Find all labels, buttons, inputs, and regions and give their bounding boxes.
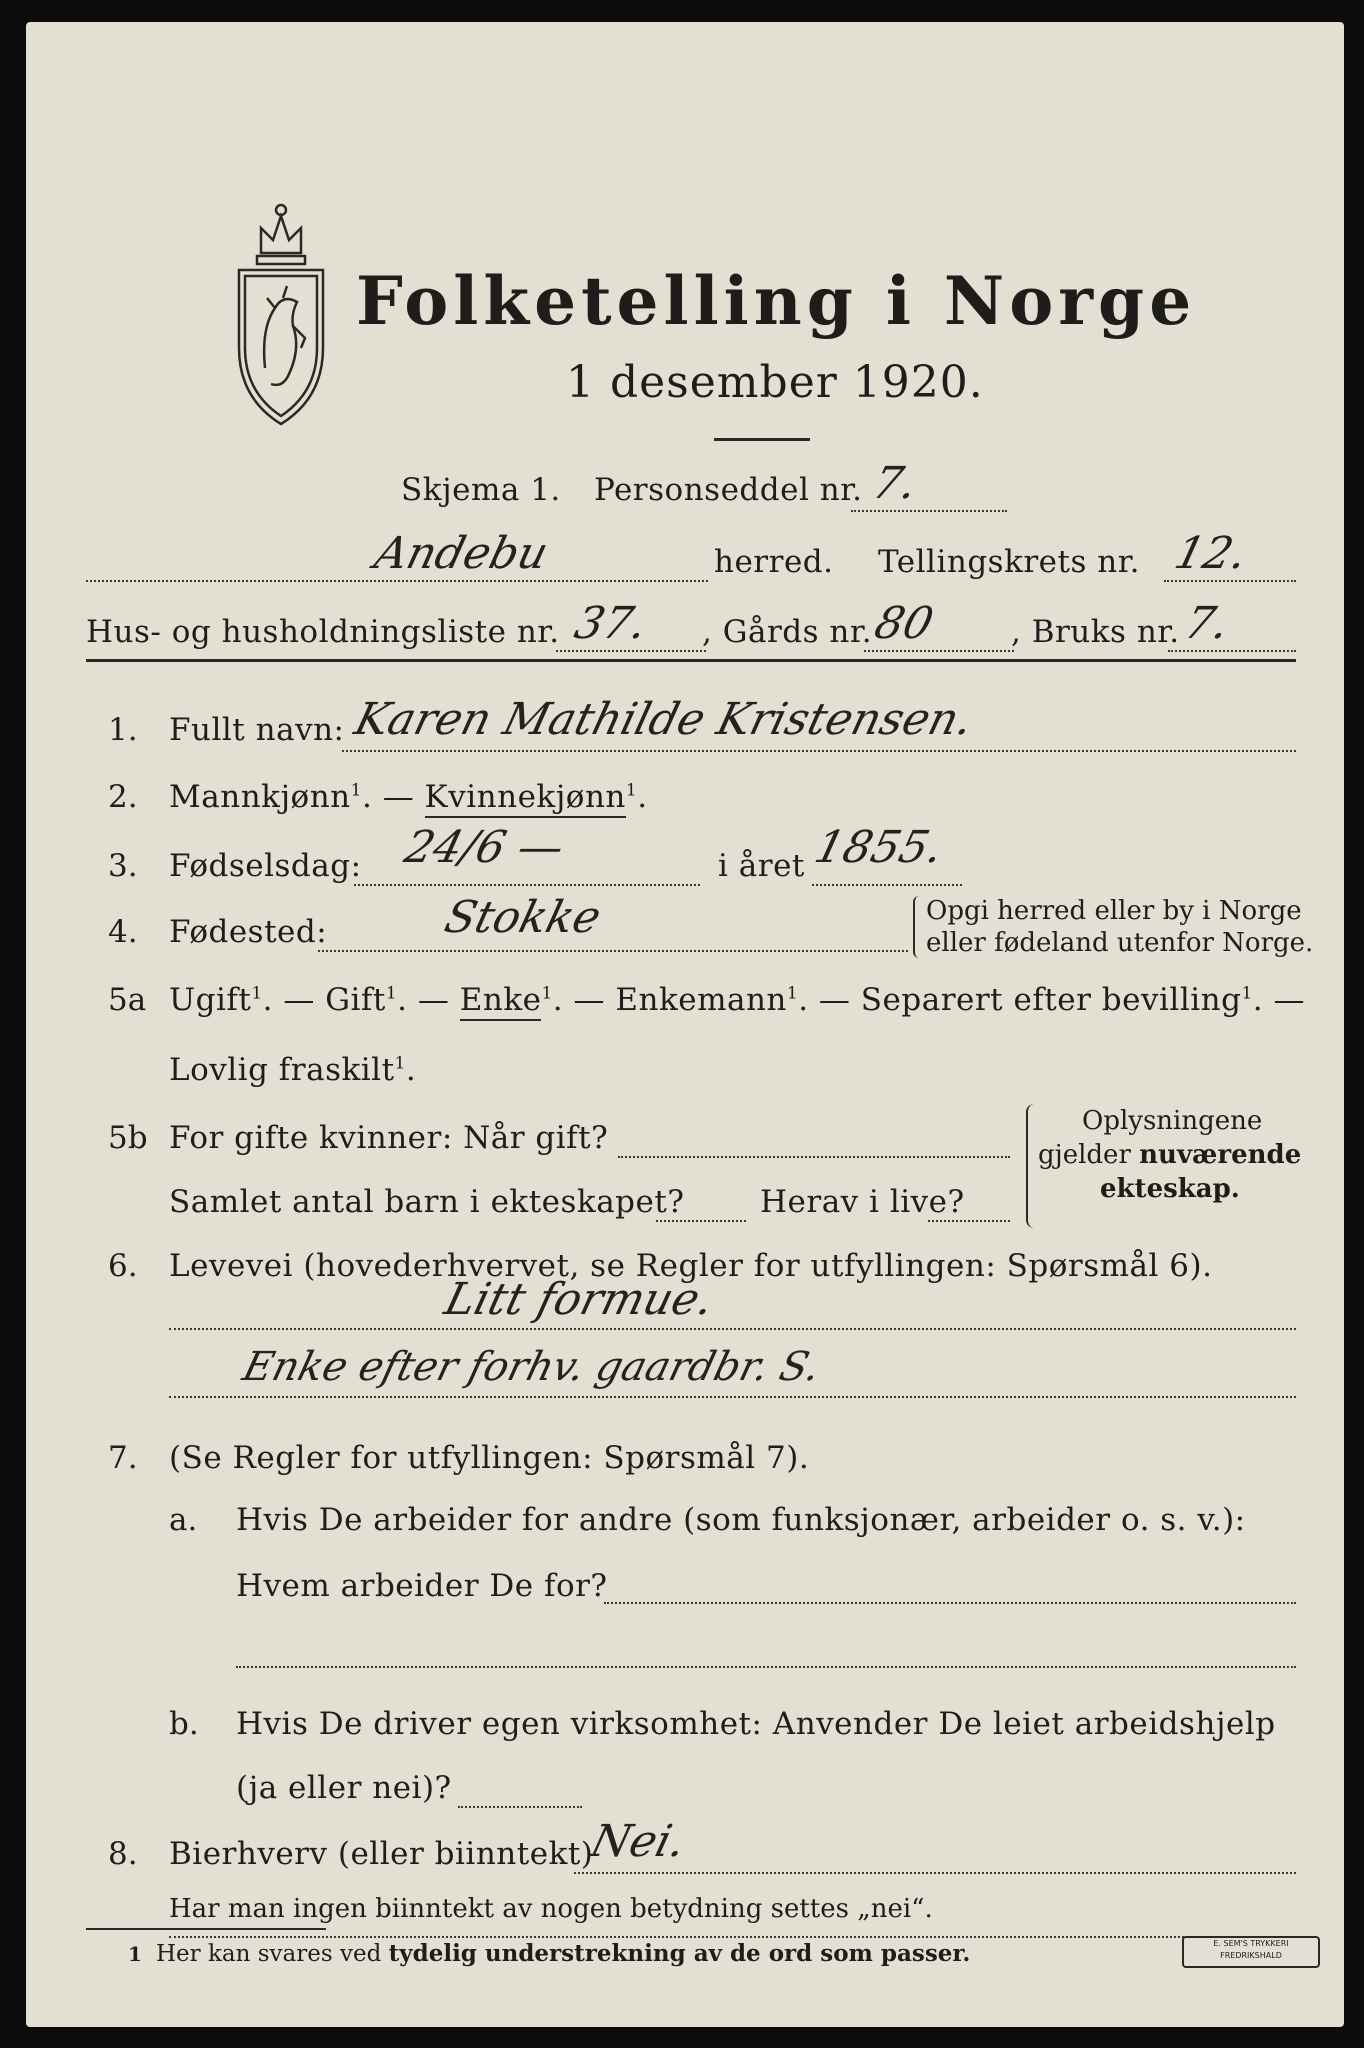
footnote-rule [86, 1928, 326, 1930]
q5b-children-line [656, 1220, 746, 1222]
herred-label: herred. [714, 544, 834, 580]
q5b-label-children: Samlet antal barn i ekteskapet? [169, 1184, 685, 1220]
q1-line [342, 750, 1296, 752]
tellingskrets-label: Tellingskrets nr. [878, 544, 1140, 580]
q5b-alive-line [928, 1220, 1010, 1222]
q6-label: Levevei (hovederhvervet, se Regler for utfyllingen: Spørsmål 6). [169, 1248, 1213, 1284]
form-date: 1 desember 1920. [566, 357, 984, 408]
gards-line [864, 650, 1014, 652]
q5b-note-line3: ekteskap. [1100, 1174, 1240, 1204]
husliste-label: Hus- og husholdningsliste nr. [86, 614, 560, 650]
q3-value[interactable]: 24/6 — [399, 822, 570, 873]
footnote-text: Her kan svares ved tydelig understrekning av de ord som passer. [156, 1940, 971, 1967]
tellingskrets-value[interactable]: 12. [1169, 528, 1253, 579]
footnote-marker: 1 [128, 1942, 142, 1966]
q5a-number: 5a [108, 982, 147, 1018]
q4-number: 4. [108, 914, 138, 950]
husliste-value[interactable]: 37. [569, 598, 653, 649]
q5b-number: 5b [108, 1120, 148, 1156]
bruks-line [1168, 650, 1296, 652]
q1-number: 1. [108, 712, 138, 748]
coat-of-arms-icon [231, 198, 331, 428]
bruks-value[interactable]: 7. [1179, 598, 1235, 649]
q3-year-value[interactable]: 1855. [809, 822, 949, 873]
q7b-line [458, 1806, 582, 1808]
q6-line1 [169, 1328, 1296, 1330]
q6-number: 6. [108, 1248, 138, 1284]
header-separator [86, 659, 1296, 662]
q3-year-line [812, 884, 962, 886]
q6-value1[interactable]: Litt formue. [439, 1274, 719, 1325]
option-separert[interactable]: Separert efter bevilling [860, 982, 1242, 1018]
q5b-brace [1026, 1104, 1038, 1228]
q5b-label-married: For gifte kvinner: Når gift? [169, 1120, 609, 1156]
q8-line2 [169, 1936, 1296, 1938]
q4-note-line1: Opgi herred eller by i Norge [926, 896, 1302, 926]
q3-year-label: i året [718, 848, 805, 884]
q7a-line2 [236, 1666, 1296, 1668]
option-enke-underlined[interactable]: Enke [460, 982, 542, 1021]
q6-value2[interactable]: Enke efter forhv. gaardbr. S. [238, 1344, 825, 1390]
q5b-note-line1: Oplysningene [1082, 1106, 1263, 1136]
option-gift[interactable]: Gift [325, 982, 386, 1018]
q7b-letter: b. [169, 1706, 199, 1742]
q8-number: 8. [108, 1836, 138, 1872]
option-mannkjonn[interactable]: Mannkjønn [169, 779, 351, 815]
q8-label: Bierhverv (eller biinntekt) [169, 1836, 594, 1872]
q4-note-line2: eller fødeland utenfor Norge. [926, 928, 1314, 958]
q7b-label: Hvis De driver egen virksomhet: Anvender De leiet arbeidshjelp [236, 1706, 1276, 1742]
tellingskrets-line [1164, 580, 1296, 582]
q7b-label2: (ja eller nei)? [236, 1770, 452, 1806]
gards-value[interactable]: 80 [869, 598, 939, 649]
q2-number: 2. [108, 779, 138, 815]
form-title: Folketelling i Norge [356, 262, 1197, 340]
q7-number: 7. [108, 1440, 138, 1476]
q2-options: Mannkjønn$^1$. — Kvinnekjønn$^1$. [169, 779, 648, 815]
q8-value[interactable]: Nei. [585, 1816, 691, 1867]
q5b-label-alive: Herav i live? [760, 1184, 965, 1220]
q1-label: Fullt navn: [169, 712, 345, 748]
q3-line [354, 884, 700, 886]
q3-number: 3. [108, 848, 138, 884]
q7a-letter: a. [169, 1502, 198, 1538]
q5a-options: Ugift$^1$. — Gift$^1$. — Enke$^1$. — Enkemann$^1$. — Separert efter bevilling$^1$. — [169, 982, 1305, 1018]
option-kvinnekjonn-underlined[interactable]: Kvinnekjønn [425, 779, 626, 818]
q7-label: (Se Regler for utfyllingen: Spørsmål 7). [169, 1440, 810, 1476]
q4-line [318, 950, 908, 952]
q7a-label2: Hvem arbeider De for? [236, 1568, 608, 1604]
census-form [26, 22, 1344, 2027]
q4-value[interactable]: Stokke [439, 892, 607, 943]
q5b-married-line [618, 1156, 1010, 1158]
q4-brace [913, 896, 923, 958]
option-lovlig-fraskilt[interactable]: Lovlig fraskilt [169, 1052, 395, 1088]
q6-line2 [169, 1396, 1296, 1398]
q8-note: Har man ingen biinntekt av nogen betydning settes „nei“. [169, 1894, 933, 1924]
q8-line1 [574, 1872, 1296, 1874]
printer-stamp: E. SEM'S TRYKKERI FREDRIKSHALD [1182, 1936, 1320, 1968]
herred-value[interactable]: Andebu [369, 528, 554, 579]
husliste-line [556, 650, 706, 652]
personseddel-line [851, 510, 1007, 512]
q7a-line1 [604, 1602, 1296, 1604]
gards-label: , Gårds nr. [702, 614, 873, 650]
schema-label: Skjema 1. [401, 472, 561, 508]
q5b-note-line2: gjelder nuværende [1038, 1140, 1302, 1170]
q3-label: Fødselsdag: [169, 848, 362, 884]
option-ugift[interactable]: Ugift [169, 982, 252, 1018]
herred-line [86, 580, 708, 582]
q4-label: Fødested: [169, 914, 328, 950]
option-enkemann[interactable]: Enkemann [615, 982, 787, 1018]
title-divider [714, 438, 810, 441]
personseddel-label: Personseddel nr. [594, 472, 863, 508]
personseddel-value[interactable]: 7. [867, 458, 923, 509]
q7a-label: Hvis De arbeider for andre (som funksjonær, arbeider o. s. v.): [236, 1502, 1246, 1538]
bruks-label: , Bruks nr. [1011, 614, 1180, 650]
q5a-options-line2: Lovlig fraskilt$^1$. [169, 1052, 417, 1088]
q1-value[interactable]: Karen Mathilde Kristensen. [349, 694, 979, 745]
